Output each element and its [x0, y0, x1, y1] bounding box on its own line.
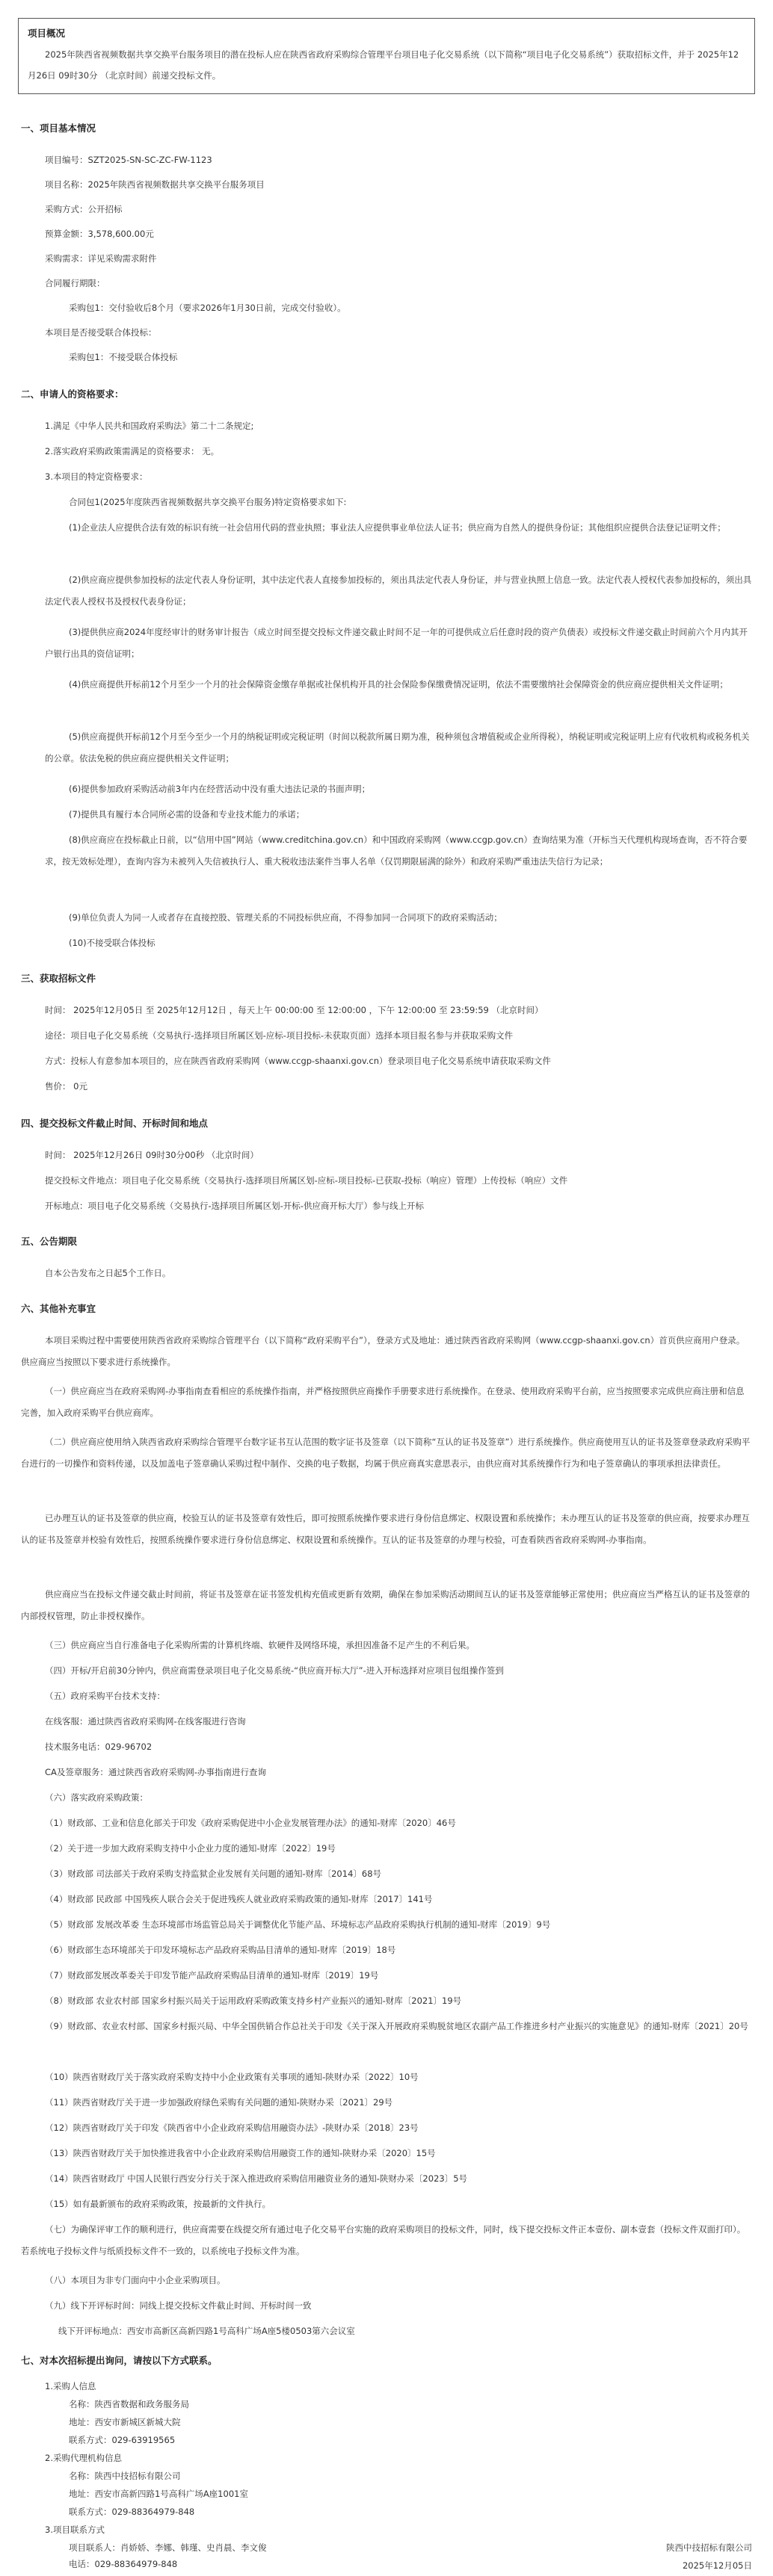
- agency-name: 名称：陕西中技招标有限公司: [69, 2471, 181, 2481]
- policy-heading: （六）落实政府采购政策：: [45, 1792, 148, 1803]
- qualification-3: 3.本项目的特定资格要求：: [45, 471, 148, 482]
- contract-term-label: 合同履行期限：: [45, 278, 105, 288]
- section-5-heading: 五、公告期限: [21, 1236, 78, 1247]
- policy-item: （5）财政部 发展改革委 生态环境部市场监管总局关于调整优化节能产品、环境标志产品政府采购执行机制的通知-财库〔2019〕9号: [45, 1919, 551, 1930]
- qualification-package-intro: 合同包1(2025年度陕西省视频数据共享交换平台服务)特定资格要求如下:: [69, 497, 347, 507]
- section-4-heading: 四、提交投标文件截止时间、开标时间和地点: [21, 1118, 209, 1129]
- signature-date: 2025年12月05日: [682, 2560, 752, 2571]
- offline-opening-place: 线下开评标地点：西安市高新区高新四路1号高科广场A座5楼0503第六会议室: [58, 2326, 355, 2336]
- consortium-value: 采购包1：不接受联合体投标: [69, 352, 178, 362]
- policy-item: （13）陕西省财政厅关于加快推进我省中小企业政府采购信用融资工作的通知-陕财办采〔2020〕15号: [45, 2148, 436, 2158]
- offline-opening-time: （九）线下开评标时间：同线上提交投标文件截止时间、开标时间一致: [45, 2300, 312, 2311]
- document-time: 时间： 2025年12月05日 至 2025年12月12日 ，每天上午 00:00:00 至 12:00:00 ，下午 12:00:00 至 23:59:59 （北京时间）: [45, 1005, 543, 1015]
- consortium-label: 本项目是否接受联合体投标：: [45, 327, 157, 338]
- overview-title: 项目概况: [28, 28, 66, 39]
- section-1-heading: 一、项目基本情况: [21, 123, 96, 134]
- policy-item: （15）如有最新颁布的政府采购政策，按最新的文件执行。: [45, 2199, 271, 2209]
- online-service: 在线客服：通过陕西省政府采购网-在线客服进行咨询: [45, 1716, 246, 1727]
- bid-submission-place: 提交投标文件地点：项目电子化交易系统（交易执行-选择项目所属区划-应标-项目投标-已获取-投标（响应）管理）上传投标（响应）文件: [45, 1175, 568, 1186]
- supplement-paragraph: 供应商应当在投标文件递交截止时间前，将证书及签章在证书签发机构充值或更新有效期，确保在参加采购活动期间互认的证书及签章能够正常使用；供应商应当严格互认的证书及签章的内部授权管理，防止非授权操作。: [21, 1589, 750, 1621]
- overview-text: 2025年陕西省视频数据共享交换平台服务项目的潜在投标人应在陕西省政府采购综合管理平台项目电子化交易系统（以下简称“项目电子化交易系统”）获取招标文件，并于 2025年12月26日 09时30分 （北京时间）前递交投标文件。: [28, 49, 739, 81]
- section-6-heading: 六、其他补充事宜: [21, 1303, 96, 1314]
- policy-item: （11）陕西省财政厅关于进一步加强政府绿色采购有关问题的通知-陕财办采〔2021〕29号: [45, 2097, 393, 2108]
- policy-item: （2）关于进一步加大政府采购支持中小企业力度的通知-财库〔2022〕19号: [45, 1843, 336, 1854]
- qualification-2: 2.落实政府采购政策需满足的资格要求： 无。: [45, 446, 220, 456]
- document-channel: 途径：项目电子化交易系统（交易执行-选择项目所属区划-应标-项目投标-未获取页面）选择本项目报名参与并获取采购文件: [45, 1030, 514, 1041]
- project-name: 项目名称：2025年陕西省视频数据共享交换平台服务项目: [45, 179, 265, 190]
- contact-heading: 3.项目联系方式: [45, 2524, 105, 2535]
- qualification-item: (7)提供具有履行本合同所必需的设备和专业技术能力的承诺；: [69, 809, 305, 820]
- qualification-item: (1)企业法人应提供合法有效的标识有统一社会信用代码的营业执照；事业法人应提供事业单位法人证书；供应商为自然人的提供身份证；其他组织应提供合法登记证明文件；: [69, 522, 726, 533]
- notice-period: 自本公告发布之日起5个工作日。: [45, 1268, 171, 1278]
- document-price: 售价： 0元: [45, 1081, 87, 1092]
- supplement-paragraph: （五）政府采购平台技术支持：: [45, 1691, 165, 1701]
- supplement-paragraph: （一）供应商应当在政府采购网-办事指南查看相应的系统操作指南，并严格按照供应商操作手册要求进行系统操作。在登录、使用政府采购平台前，应当按照要求完成供应商注册和信息完善，加入政府采购平台供应商库。: [21, 1386, 745, 1418]
- qualification-item: (9)单位负责人为同一人或者存在直接控股、管理关系的不同投标供应商，不得参加同一合同项下的政府采购活动；: [69, 912, 502, 923]
- project-overview-box: [18, 18, 755, 94]
- procurement-requirements: 采购需求：详见采购需求附件: [45, 253, 157, 264]
- supplement-paragraph: 本项目采购过程中需要使用陕西省政府采购综合管理平台（以下简称“政府采购平台”），登录方式及地址：通过陕西省政府采购网（www.ccgp-shaanxi.gov.cn）首页供应商用户登录。供应商应当按照以下要求进行系统操作。: [21, 1335, 745, 1367]
- contract-term: 采购包1：交付验收后8个月（要求2026年1月30日前，完成交付验收）。: [69, 303, 346, 313]
- agency-address: 地址：西安市高新四路1号高科广场A座1001室: [69, 2489, 248, 2499]
- policy-item: （3）财政部 司法部关于政府采购支持监狱企业发展有关问题的通知-财库〔2014〕68号: [45, 1868, 382, 1879]
- qualification-item: (6)提供参加政府采购活动前3年内在经营活动中没有重大违法记录的书面声明；: [69, 784, 371, 794]
- ca-service: CA及签章服务：通过陕西省政府采购网-办事指南进行查询: [45, 1767, 267, 1777]
- policy-item: （10）陕西省财政厅关于落实政府采购支持中小企业政策有关事项的通知-陕财办采〔2022〕10号: [45, 2072, 419, 2082]
- procurement-method: 采购方式：公开招标: [45, 204, 123, 214]
- document-method: 方式：投标人有意参加本项目的，应在陕西省政府采购网（www.ccgp-shaanxi.gov.cn）登录项目电子化交易系统申请获取采购文件: [45, 1056, 552, 1066]
- qualification-1: 1.满足《中华人民共和国政府采购法》第二十二条规定;: [45, 421, 254, 431]
- qualification-item: (3)提供供应商2024年度经审计的财务审计报告（成立时间至提交投标文件递交截止时间不足一年的可提供成立后任意时段的资产负债表）或投标文件递交截止时间前六个月内其开户银行出具的资信证明；: [45, 627, 748, 659]
- policy-item: （14）陕西省财政厅 中国人民银行西安分行关于深入推进政府采购信用融资业务的通知-陕财办采〔2023〕5号: [45, 2173, 468, 2184]
- purchaser-heading: 1.采购人信息: [45, 2381, 96, 2391]
- purchaser-phone: 联系方式：029-63919565: [69, 2435, 176, 2445]
- agency-phone: 联系方式：029-88364979-848: [69, 2507, 195, 2517]
- purchaser-name: 名称：陕西省数据和政务服务局: [69, 2399, 189, 2409]
- purchaser-address: 地址：西安市新城区新城大院: [69, 2417, 181, 2427]
- policy-item: （9）财政部、农业农村部、国家乡村振兴局、中华全国供销合作总社关于印发《关于深入开展政府采购脱贫地区农副产品工作推进乡村产业振兴的实施意见》的通知-财库〔2021〕20号: [45, 2021, 748, 2031]
- agency-heading: 2.采购代理机构信息: [45, 2453, 122, 2463]
- policy-item: （6）财政部生态环境部关于印发环境标志产品政府采购品目清单的通知-财库〔2019〕18号: [45, 1945, 396, 1955]
- supplement-paragraph: （八）本项目为非专门面向中小企业采购项目。: [45, 2275, 226, 2285]
- qualification-item: (8)供应商应在投标截止日前，以“信用中国”网站（www.creditchina.gov.cn）和中国政府采购网（www.ccgp.gov.cn）查询结果为准（开标当天代理机构现场查询，否不符合要求，按无效标处理），查询内容为未被列入失信被执行人、重大税收违法案件当事人名单（仅罚期限届满的除外）和政府采购严重违法失信行为记录；: [45, 835, 748, 867]
- tech-support-phone: 技术服务电话：029-96702: [45, 1741, 153, 1752]
- project-number: 项目编号：SZT2025-SN-SC-ZC-FW-1123: [45, 155, 212, 165]
- supplement-paragraph: （七）为确保评审工作的顺利进行，供应商需要在线提交所有通过电子化交易平台实施的政府采购项目的投标文件，同时，线下提交投标文件正本壹份、副本壹套（投标文件双面打印）。若系统电子投标文件与纸质投标文件不一致的，以系统电子投标文件为准。: [21, 2224, 746, 2256]
- supplement-paragraph: （三）供应商应当自行准备电子化采购所需的计算机终端、软硬件及网络环境，承担因准备不足产生的不利后果。: [45, 1640, 475, 1650]
- policy-item: （12）陕西省财政厅关于印发《陕西省中小企业政府采购信用融资办法》-陕财办采〔2018〕23号: [45, 2123, 419, 2133]
- qualification-item: (10)不接受联合体投标: [69, 938, 155, 948]
- budget-amount: 预算金额：3,578,600.00元: [45, 229, 154, 239]
- policy-item: （4）财政部 民政部 中国残疾人联合会关于促进残疾人就业政府采购政策的通知-财库〔2017〕141号: [45, 1894, 433, 1904]
- qualification-item: (4)供应商提供开标前12个月至少一个月的社会保障资金缴存单据或社保机构开具的社会保险参保缴费情况证明，依法不需要缴纳社会保障资金的供应商应提供相关文件证明；: [69, 679, 728, 690]
- qualification-item: (2)供应商应提供参加投标的法定代表人身份证明，其中法定代表人直接参加投标的，须出具法定代表人身份证，并与营业执照上信息一致。法定代表人授权代表参加投标的，须出具法定代表人授权书及授权代表身份证；: [45, 575, 752, 607]
- bid-deadline: 时间： 2025年12月26日 09时30分00秒 （北京时间）: [45, 1150, 259, 1160]
- contact-persons: 项目联系人：肖娇娇、李娜、韩瑾、史肖晨、李文俊: [69, 2542, 267, 2553]
- supplement-paragraph: （二）供应商应使用纳入陕西省政府采购综合管理平台数字证书互认范围的数字证书及签章（以下简称“互认的证书及签章”）进行系统操作。供应商使用互认的证书及签章登录政府采购平台进行的一切操作和资料传递，以及加盖电子签章确认采购过程中制作、交换的电子数据，均属于供应商真实意思表示，由供应商对其系统操作行为和电子签章确认的事项承担法律责任。: [21, 1437, 751, 1469]
- policy-item: （7）财政部发展改革委关于印发节能产品政府采购品目清单的通知-财库〔2019〕19号: [45, 1970, 379, 1981]
- section-2-heading: 二、申请人的资格要求：: [21, 388, 124, 400]
- section-7-heading: 七、对本次招标提出询问，请按以下方式联系。: [21, 2355, 218, 2366]
- policy-item: （1）财政部、工业和信息化部关于印发《政府采购促进中小企业发展管理办法》的通知-财库〔2020〕46号: [45, 1818, 456, 1828]
- supplement-paragraph: （四）开标/开启前30分钟内，供应商需登录项目电子化交易系统-“供应商开标大厅”-进入开标选择对应项目包组操作签到: [45, 1665, 504, 1676]
- supplement-paragraph: 已办理互认的证书及签章的供应商，校验互认的证书及签章有效性后，即可按照系统操作要求进行身份信息绑定、权限设置和系统操作；未办理互认的证书及签章的供应商，按要求办理互认的证书及签章并校验有效性后，按照系统操作要求进行身份信息绑定、权限设置和系统操作。互认的证书及签章的办理与校验，可查看陕西省政府采购网-办事指南。: [21, 1513, 750, 1545]
- policy-item: （8）财政部 农业农村部 国家乡村振兴局关于运用政府采购政策支持乡村产业振兴的通知-财库〔2021〕19号: [45, 1996, 462, 2006]
- qualification-item: (5)供应商提供开标前12个月至今至少一个月的纳税证明或完税证明（时间以税款所属日期为准，税种须包含增值税或企业所得税），纳税证明或完税证明上应有代收机构或税务机关的公章。依法免税的供应商应提供相关文件证明；: [45, 731, 750, 764]
- bid-opening-place: 开标地点：项目电子化交易系统（交易执行-选择项目所属区划-开标-供应商开标大厅）参与线上开标: [45, 1201, 424, 1211]
- signature-org: 陕西中技招标有限公司: [666, 2542, 752, 2553]
- section-3-heading: 三、获取招标文件: [21, 973, 96, 984]
- contact-phone: 电话：029-88364979-848: [69, 2559, 178, 2569]
